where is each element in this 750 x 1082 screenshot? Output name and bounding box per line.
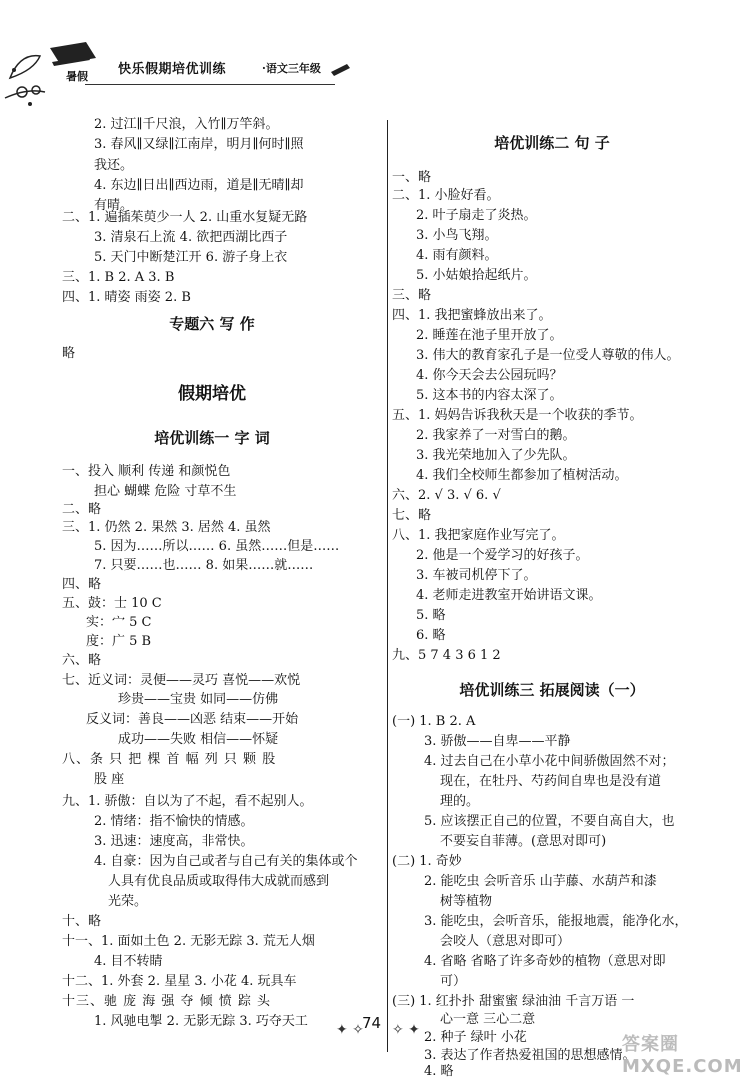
answer-line: 十二、1. 外套 2. 星星 3. 小花 4. 玩具车 <box>62 974 297 989</box>
answer-line: 3. 清泉石上流 4. 欲把西湖比西子 <box>94 230 288 245</box>
answer-line: 三、1. B 2. A 3. B <box>62 270 175 285</box>
answer-line: 1. 风驰电掣 2. 无影无踪 3. 巧夺天工 <box>94 1014 308 1029</box>
answer-line: 2. 叶子扇走了炎热。 <box>416 208 537 223</box>
answer-line: 3. 能吃虫，会听音乐，能报地震，能净化水， <box>424 914 688 929</box>
answer-line: 理的。 <box>440 794 480 809</box>
answer-line: 可） <box>440 974 467 989</box>
answer-line: 股 座 <box>94 772 125 787</box>
answer-line: (二) 1. 奇妙 <box>392 854 462 869</box>
answer-line: 4. 东边∥日出∥西边雨，道是∥无晴∥却 <box>94 178 304 193</box>
answer-line: 三、1. 仍然 2. 果然 3. 居然 4. 虽然 <box>62 520 271 535</box>
answer-line: 3. 表达了作者热爱祖国的思想感情。 <box>424 1048 636 1063</box>
section-heading: 假期培优 <box>178 384 246 404</box>
answer-line: 略 <box>62 346 76 361</box>
answer-line: 4. 雨有颜料。 <box>416 248 498 263</box>
answer-line: 七、近义词：灵便——灵巧 喜悦——欢悦 <box>62 673 301 688</box>
page-number: 74 <box>362 1014 382 1032</box>
answer-line: 2. 能吃虫 会听音乐 山芋藤、水葫芦和漆 <box>424 874 657 889</box>
answer-line: 成功——失败 相信——怀疑 <box>118 732 279 747</box>
answer-line: 2. 他是一个爱学习的好孩子。 <box>416 548 589 563</box>
answer-line: 2. 过江∥千尺浪，入竹∥万竿斜。 <box>94 117 279 132</box>
answer-line: 4. 自豪：因为自己或者与自己有关的集体或个 <box>94 854 358 869</box>
answer-line: 我还。 <box>94 158 134 173</box>
star-decoration-icon: ✧ ✦ <box>392 1022 420 1038</box>
answer-line: 5. 应该摆正自己的位置，不要自高自大，也 <box>424 814 675 829</box>
answer-line: 反义词：善良——凶恶 结束——开始 <box>86 712 299 727</box>
answer-line: 一、投入 顺利 传递 和颜悦色 <box>62 464 231 479</box>
answer-line: 三、略 <box>392 288 432 303</box>
section-heading: 专题六 写 作 <box>169 315 255 333</box>
answer-line: 七、略 <box>392 508 432 523</box>
answer-line: 心一意 三心二意 <box>440 1012 536 1027</box>
answer-line: 十、略 <box>62 914 102 929</box>
answer-line: 4. 过去自己在小草小花中间骄傲固然不对； <box>424 754 675 769</box>
answer-line: 八、条 只 把 棵 首 幅 列 只 颗 股 <box>62 752 277 767</box>
answer-line: 四、1. 我把蜜蜂放出来了。 <box>392 308 552 323</box>
section-heading: 培优训练三 拓展阅读（一） <box>459 681 645 699</box>
answer-line: 八、1. 我把家庭作业写完了。 <box>392 528 565 543</box>
answer-line: 5. 因为……所以…… 6. 虽然……但是…… <box>94 539 340 554</box>
header-badge: 暑假 <box>66 70 88 83</box>
answer-line: 现在，在牡丹、芍药间自卑也是没有道 <box>440 774 662 789</box>
answer-line: 一、略 <box>392 170 432 185</box>
answer-line: 3. 小鸟飞翔。 <box>416 228 498 243</box>
answer-line: 实：宀 5 C <box>86 615 152 630</box>
answer-line: 3. 春风∥又绿∥江南岸，明月∥何时∥照 <box>94 137 304 152</box>
answer-line: (三) 1. 红扑扑 甜蜜蜜 绿油油 千言万语 一 <box>392 994 635 1009</box>
answer-line: 3. 骄傲——自卑——平静 <box>424 734 571 749</box>
answer-line: 3. 伟大的教育家孔子是一位受人尊敬的伟人。 <box>416 348 680 363</box>
answer-line: 5. 小姑娘拾起纸片。 <box>416 268 537 283</box>
answer-line: 度：广 5 B <box>86 634 152 649</box>
answer-line: 二、1. 遍插茱萸少一人 2. 山重水复疑无路 <box>62 210 308 225</box>
answer-line: 四、略 <box>62 577 102 592</box>
answer-line: 2. 我家养了一对雪白的鹅。 <box>416 428 576 443</box>
answer-line: 3. 迅速：速度高，非常快。 <box>94 834 254 849</box>
pencil-icon <box>330 62 352 76</box>
star-decoration-icon: ✦ ✧ <box>336 1022 364 1038</box>
answer-line: 担心 蝴蝶 危险 寸草不生 <box>94 484 237 499</box>
watermark: 答案圈 MXQE.COM <box>622 1034 743 1077</box>
answer-line: 树等植物 <box>440 894 493 909</box>
page-header <box>0 0 750 110</box>
answer-line: 人具有优良品质或取得伟大成就而感到 <box>108 874 330 889</box>
answer-line: 7. 只要……也…… 8. 如果……就…… <box>94 558 314 573</box>
section-heading: 培优训练二 句 子 <box>494 134 610 152</box>
answer-line: 光荣。 <box>108 894 148 909</box>
answer-line: 4. 省略 省略了许多奇妙的植物（意思对即 <box>424 954 666 969</box>
answer-line: 2. 情绪：指不愉快的情感。 <box>94 814 254 829</box>
book-logo-icon <box>0 0 120 110</box>
answer-line: 2. 睡莲在池子里开放了。 <box>416 328 563 343</box>
answer-line: 3. 我光荣地加入了少先队。 <box>416 448 576 463</box>
answer-line: 六、略 <box>62 653 102 668</box>
answer-line: 九、1. 骄傲：自以为了不起，看不起别人。 <box>62 794 313 809</box>
header-subtitle: ·语文三年级 <box>262 62 321 75</box>
answer-line: 不要妄自菲薄。(意思对即可) <box>440 834 607 849</box>
section-heading: 培优训练一 字 词 <box>154 429 270 447</box>
answer-line: 4. 我们全校师生都参加了植树活动。 <box>416 468 628 483</box>
answer-line: 十三、驰 庞 海 强 夺 倾 愤 踪 头 <box>62 994 272 1009</box>
answer-line: 五、1. 妈妈告诉我秋天是一个收获的季节。 <box>392 408 643 423</box>
header-title: 快乐假期培优训练 <box>118 62 227 77</box>
answer-line: 六、2. √ 3. √ 6. √ <box>392 488 501 503</box>
answer-line: 十一、1. 面如土色 2. 无影无踪 3. 荒无人烟 <box>62 934 315 949</box>
answer-line: 5. 天门中断楚江开 6. 游子身上衣 <box>94 250 288 265</box>
answer-line: 4. 略 <box>424 1064 454 1079</box>
answer-line: 4. 老师走进教室开始讲语文课。 <box>416 588 602 603</box>
answer-line: 4. 目不转睛 <box>94 954 163 969</box>
answer-line: 5. 这本书的内容太深了。 <box>416 388 563 403</box>
answer-line: 珍贵——宝贵 如同——仿佛 <box>118 692 279 707</box>
answer-line: 会咬人（意思对即可） <box>440 934 571 949</box>
column-divider <box>387 120 388 1052</box>
answer-line: 4. 你今天会去公园玩吗？ <box>416 368 563 383</box>
answer-line: (一) 1. B 2. A <box>392 714 476 729</box>
answer-line: 二、略 <box>62 502 102 517</box>
answer-line: 2. 种子 绿叶 小花 <box>424 1030 527 1045</box>
answer-line: 四、1. 晴姿 雨姿 2. B <box>62 290 191 305</box>
answer-line: 二、1. 小脸好看。 <box>392 188 500 203</box>
answer-line: 有晴。 <box>94 198 134 213</box>
answer-line: 6. 略 <box>416 628 446 643</box>
header-rule <box>85 84 335 85</box>
answer-line: 3. 车被司机停下了。 <box>416 568 537 583</box>
answer-line: 九、5 7 4 3 6 1 2 <box>392 648 501 663</box>
answer-line: 五、鼓：士 10 C <box>62 596 162 611</box>
answer-line: 5. 略 <box>416 608 446 623</box>
